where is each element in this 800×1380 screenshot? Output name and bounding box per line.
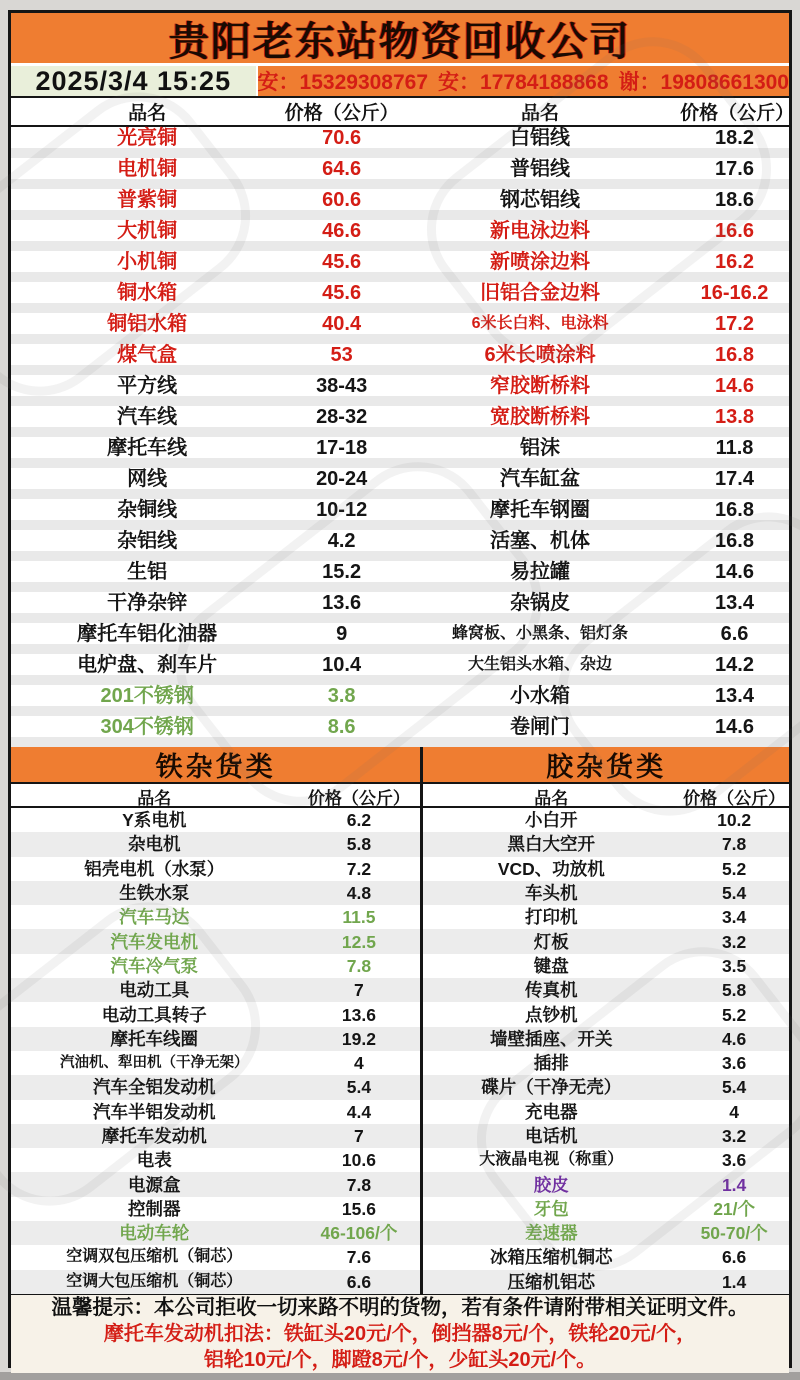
item-name-cell: 煤气盒 [117,343,178,366]
table-row [11,623,789,654]
column-header-name: 品名 [137,789,172,808]
table-row [11,468,789,499]
item-name-cell: 铝壳电机（水泵） [84,858,225,879]
table-row [423,1027,789,1051]
bottom-edge-strip [0,1372,800,1380]
item-price-cell: 70.6 [322,126,362,149]
item-name-cell: 304不锈钢 [100,715,194,738]
item-name-cell: 铜铝水箱 [107,312,188,335]
item-name-cell: 小机铜 [117,250,178,273]
table-row [423,905,789,929]
table-row [11,499,789,530]
table-row [423,1245,789,1269]
item-price-cell: 4.8 [346,883,372,904]
item-price-cell: 12.5 [341,931,376,952]
item-price-cell: 14.2 [715,653,754,676]
item-price-cell: 10.6 [341,1150,376,1171]
contact-entry: 安：15329308767 [257,71,429,94]
item-name-cell: 杂电机 [128,834,181,855]
item-name-cell: 生铝 [127,560,168,583]
column-header-price: 价格（公斤） [284,103,399,124]
item-name-cell: 传真机 [525,980,578,1001]
item-price-cell: 10-12 [316,498,368,521]
item-price-cell: 19.2 [341,1028,376,1049]
table-row [11,282,789,313]
table-row [11,592,789,623]
item-name-cell: 汽车线 [117,405,178,428]
column-header-row [11,98,795,127]
item-price-cell: 3.2 [721,1126,747,1146]
table-row [11,313,789,344]
page-title: 贵阳老东站物资回收公司 [11,13,789,66]
table-row [11,685,789,716]
item-name-cell: 汽车马达 [119,907,190,928]
section-header-row [11,747,789,784]
price-card [8,10,795,1371]
item-price-cell: 3.6 [721,1150,747,1171]
item-price-cell: 45.6 [322,281,362,304]
item-price-cell: 38-43 [316,374,368,397]
item-name-cell: 灯板 [533,931,569,952]
item-price-cell: 3.4 [721,907,747,928]
item-name-cell: 电表 [136,1150,172,1171]
table-row [423,1270,789,1294]
table-row [11,1051,420,1075]
notice-line-3: 铝轮10元/个，脚蹬8元/个，少缸头20元/个。 [203,1348,597,1371]
table-row [423,832,789,856]
item-name-cell: 窄胶断桥料 [490,374,591,397]
item-name-cell: 杂锅皮 [510,591,571,614]
item-name-cell: 大液晶电视（称重） [479,1151,624,1169]
item-name-cell: 充电器 [525,1101,578,1122]
table-row [423,808,789,832]
item-name-cell: 差速器 [525,1223,578,1244]
table-row [11,189,789,220]
table-row [11,375,789,406]
item-name-cell: 打印机 [525,907,578,928]
item-price-cell: 4.6 [721,1028,747,1049]
item-name-cell: 铝沫 [520,436,561,459]
item-price-cell: 4.2 [327,529,356,552]
item-price-cell: 18.2 [715,126,754,149]
item-price-cell: 15.6 [341,1198,376,1219]
item-price-cell: 60.6 [322,188,362,211]
item-name-cell: 干净杂锌 [107,591,188,614]
item-price-cell: 7.2 [346,858,372,879]
item-price-cell: 5.4 [721,883,747,904]
item-name-cell: 插排 [533,1053,569,1074]
item-name-cell: 键盘 [533,955,569,976]
item-name-cell: 新喷涂边料 [490,250,591,273]
item-price-cell: 7 [354,1126,364,1146]
item-name-cell: 胶皮 [533,1174,569,1195]
item-name-cell: 汽车半铝发动机 [93,1101,216,1122]
item-price-cell: 10.2 [717,810,752,831]
date-contact-bar [11,66,789,98]
item-price-cell: 50-70/个 [700,1223,768,1244]
table-row [11,220,789,251]
item-name-cell: 碟片（干净无壳） [481,1077,622,1098]
column-header-price: 价格（公斤） [680,103,795,124]
item-price-cell: 7.8 [346,1174,372,1195]
item-price-cell: 13.4 [715,684,754,707]
item-price-cell: 17.6 [715,157,754,180]
item-name-cell: 牙包 [533,1198,569,1219]
rubber-price-table [423,808,789,1294]
item-price-cell: 46.6 [322,219,362,242]
item-name-cell: 黑白大空开 [507,834,596,855]
item-price-cell: 3.2 [721,931,747,952]
table-row [11,716,789,747]
item-price-cell: 5.2 [721,1004,747,1025]
item-name-cell: 空调大包压缩机（铜芯） [66,1272,243,1290]
table-row [11,1270,420,1294]
table-row [423,954,789,978]
item-price-cell: 16-16.2 [700,281,769,304]
item-price-cell: 5.4 [721,1077,747,1098]
table-row [423,1197,789,1221]
item-name-cell: 汽车发电机 [110,931,198,952]
table-row [11,654,789,685]
item-name-cell: 钢芯铝线 [500,188,581,211]
table-row [11,251,789,282]
column-header-name: 品名 [521,103,560,124]
item-price-cell: 8.6 [327,715,356,738]
item-name-cell: 摩托车线圈 [110,1028,198,1049]
item-price-cell: 7 [354,980,364,1001]
item-price-cell: 13.6 [322,591,362,614]
table-row [423,1124,789,1148]
item-name-cell: 杂铝线 [117,529,178,552]
item-price-cell: 4 [729,1101,739,1122]
iron-column-headers [11,784,423,806]
item-price-cell: 16.6 [715,219,754,242]
item-price-cell: 4 [354,1053,364,1074]
item-name-cell: 6米长喷涂料 [484,343,596,366]
table-row [11,1245,420,1269]
item-price-cell: 3.8 [327,684,356,707]
item-price-cell: 15.2 [322,560,362,583]
table-row [11,978,420,1002]
item-price-cell: 17-18 [316,436,368,459]
item-price-cell: 13.4 [715,591,754,614]
item-name-cell: 普铝线 [510,157,571,180]
item-name-cell: 卷闸门 [510,715,571,738]
table-row [11,954,420,978]
notice-box [11,1294,789,1373]
item-name-cell: 大生铝头水箱、杂边 [468,655,613,673]
item-price-cell: 7.8 [346,955,372,976]
table-row [11,1075,420,1099]
item-name-cell: 活塞、机体 [490,529,591,552]
item-price-cell: 6.2 [346,810,372,831]
table-row [11,832,420,856]
contact-entry: 谢：19808661300 [618,71,789,94]
item-price-cell: 21/个 [713,1198,756,1219]
table-row [423,1172,789,1196]
item-price-cell: 5.8 [721,980,747,1001]
item-name-cell: 车头机 [525,883,578,904]
table-row [423,1100,789,1124]
column-header-name: 品名 [128,103,167,124]
item-price-cell: 45.6 [322,250,362,273]
item-name-cell: 电炉盘、刹车片 [77,653,218,676]
item-name-cell: 汽车全铝发动机 [93,1077,216,1098]
main-price-table [11,127,789,747]
item-price-cell: 3.5 [721,955,747,976]
item-name-cell: 6米长白料、电泳料 [471,314,609,332]
item-price-cell: 3.6 [721,1053,747,1074]
item-price-cell: 11.8 [715,436,754,459]
item-price-cell: 4.4 [346,1101,372,1122]
table-row [11,808,420,832]
column-header-price: 价格（公斤） [683,789,786,808]
item-price-cell: 40.4 [322,312,362,335]
table-row [11,1002,420,1026]
item-name-cell: Y系电机 [122,810,187,831]
item-price-cell: 16.8 [715,498,754,521]
contact-entry: 安：17784188868 [438,71,609,94]
notice-line-1: 温馨提示：本公司拒收一切来路不明的货物，若有条件请附带相关证明文件。 [51,1295,749,1319]
item-name-cell: 墙壁插座、开关 [490,1028,613,1049]
item-name-cell: 电动工具转子 [101,1004,207,1025]
item-price-cell: 13.8 [715,405,754,428]
table-row [11,1197,420,1221]
item-name-cell: 宽胶断桥料 [490,405,591,428]
column-header-name: 品名 [534,789,569,808]
item-price-cell: 5.2 [721,858,747,879]
table-row [423,1075,789,1099]
item-name-cell: 点钞机 [525,1004,578,1025]
table-row [423,881,789,905]
item-price-cell: 1.4 [721,1174,747,1195]
item-price-cell: 46-106/个 [320,1223,398,1244]
item-name-cell: 电机铜 [117,157,178,180]
table-row [11,1172,420,1196]
table-row [423,978,789,1002]
item-price-cell: 10.4 [322,653,362,676]
item-name-cell: 摩托车发动机 [101,1126,207,1146]
item-name-cell: 控制器 [128,1198,181,1219]
table-row [11,1221,420,1245]
table-row [11,905,420,929]
table-row [11,561,789,592]
item-name-cell: 大机铜 [117,219,178,242]
item-price-cell: 7.6 [346,1247,372,1268]
table-row [11,1124,420,1148]
item-name-cell: 新电泳边料 [490,219,591,242]
table-row [423,1051,789,1075]
item-price-cell: 64.6 [322,157,362,180]
item-name-cell: 小白开 [525,810,578,831]
item-price-cell: 16.8 [715,343,754,366]
item-name-cell: 网线 [127,467,168,490]
table-row [11,857,420,881]
item-price-cell: 6.6 [720,622,749,645]
item-price-cell: 20-24 [316,467,368,490]
item-price-cell: 5.4 [346,1077,372,1098]
rubber-column-headers [423,784,789,806]
item-price-cell: 18.6 [715,188,754,211]
item-name-cell: 空调双包压缩机（铜芯） [66,1248,243,1266]
table-row [11,1027,420,1051]
item-name-cell: 电源盒 [128,1174,181,1195]
item-name-cell: 电动工具 [119,980,190,1001]
item-name-cell: 汽油机、犁田机（干净无架） [60,1055,249,1072]
item-price-cell: 14.6 [715,374,754,397]
section-header-iron: 铁杂货类 [11,747,423,782]
table-row [11,1100,420,1124]
item-price-cell: 6.6 [346,1271,372,1292]
table-row [11,1148,420,1172]
item-price-cell: 14.6 [715,715,754,738]
item-name-cell: 白铝线 [510,126,571,149]
iron-price-table [11,808,423,1294]
table-row [11,127,789,158]
item-name-cell: 小水箱 [510,684,571,707]
item-name-cell: 铜水箱 [117,281,178,304]
item-price-cell: 1.4 [721,1271,747,1292]
item-name-cell: 平方线 [117,374,178,397]
table-row [11,344,789,375]
table-row [423,1002,789,1026]
item-name-cell: 电话机 [525,1126,578,1146]
item-price-cell: 16.8 [715,529,754,552]
item-price-cell: 53 [330,343,353,366]
item-name-cell: 摩托车线 [107,436,188,459]
table-row [11,158,789,189]
item-name-cell: VCD、功放机 [497,858,605,879]
item-name-cell: 光亮铜 [117,126,178,149]
item-price-cell: 16.2 [715,250,754,273]
table-row [423,1148,789,1172]
item-name-cell: 普紫铜 [117,188,178,211]
item-name-cell: 杂铜线 [117,498,178,521]
item-name-cell: 汽车缸盆 [500,467,581,490]
item-name-cell: 生铁水泵 [119,883,190,904]
datetime: 2025/3/4 15:25 [11,66,258,96]
item-name-cell: 汽车冷气泵 [110,955,198,976]
item-price-cell: 11.5 [342,907,376,928]
table-row [11,929,420,953]
column-header-price: 价格（公斤） [307,789,410,808]
item-price-cell: 5.8 [346,834,372,855]
item-name-cell: 摩托车铝化油器 [77,622,218,645]
item-name-cell: 电动车轮 [119,1223,190,1244]
item-name-cell: 易拉罐 [510,560,571,583]
item-name-cell: 201不锈钢 [100,684,194,707]
contact-numbers [258,66,789,96]
item-name-cell: 旧铝合金边料 [480,281,601,304]
item-price-cell: 6.6 [721,1247,747,1268]
item-price-cell: 28-32 [316,405,368,428]
table-row [423,1221,789,1245]
section-header-rubber: 胶杂货类 [546,752,667,782]
table-row [11,530,789,561]
item-price-cell: 13.6 [341,1004,376,1025]
item-price-cell: 7.8 [721,834,747,855]
table-row [11,881,420,905]
section-column-header-row [11,784,789,808]
table-row [11,406,789,437]
item-name-cell: 冰箱压缩机铜芯 [490,1247,613,1268]
item-price-cell: 17.2 [715,312,754,335]
item-name-cell: 摩托车钢圈 [490,498,591,521]
item-price-cell: 17.4 [715,467,754,490]
table-row [423,929,789,953]
notice-line-2: 摩托车发动机扣法：铁缸头20元/个，倒挡器8元/个，铁轮20元/个， [103,1322,697,1345]
item-name-cell: 压缩机铝芯 [507,1271,596,1292]
item-price-cell: 9 [336,622,348,645]
bottom-tables [11,808,789,1294]
table-row [423,857,789,881]
item-price-cell: 14.6 [715,560,754,583]
item-name-cell: 蜂窝板、小黑条、铝灯条 [452,624,629,642]
table-row [11,437,789,468]
